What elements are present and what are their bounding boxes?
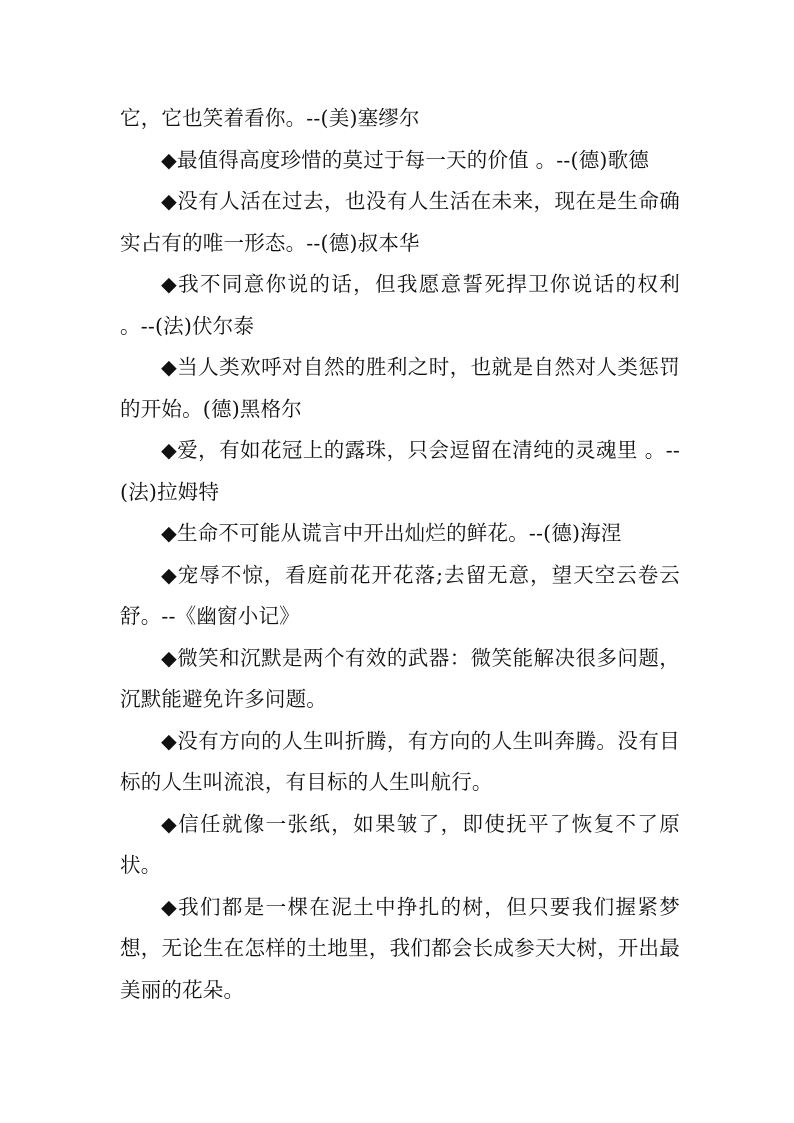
quote-paragraph: ◆我不同意你说的话，但我愿意誓死捍卫你说话的权利 。--(法)伏尔泰	[120, 272, 680, 338]
quote-paragraph: ◆我们都是一棵在泥土中挣扎的树，但只要我们握紧梦想，无论生在怎样的土地里，我们都会长成参天大树，开出最美丽的花朵。	[120, 894, 680, 1002]
quote-paragraph: ◆没有方向的人生叫折腾，有方向的人生叫奔腾。没有目标的人生叫流浪，有目标的人生叫航行。	[120, 728, 680, 794]
quote-paragraph: ◆最值得高度珍惜的莫过于每一天的价值 。--(德)歌德	[161, 147, 650, 172]
paragraph-continuation: 它，它也笑着看你。--(美)塞缪尔	[120, 106, 420, 130]
quote-paragraph: ◆信任就像一张纸，如果皱了，即使抚平了恢复不了原状。	[120, 811, 680, 877]
quote-paragraph: ◆没有人活在过去，也没有人生活在未来，现在是生命确实占有的唯一形态。--(德)叔本华	[120, 189, 680, 255]
quote-paragraph: ◆生命不可能从谎言中开出灿烂的鲜花。--(德)海涅	[161, 521, 622, 545]
quote-paragraph: ◆微笑和沉默是两个有效的武器：微笑能解决很多问题，沉默能避免许多问题。	[120, 645, 680, 711]
document-body	[120, 98, 680, 1011]
quote-paragraph: ◆当人类欢呼对自然的胜利之时，也就是自然对人类惩罚的开始。(德)黑格尔	[120, 355, 680, 421]
quote-paragraph: ◆宠辱不惊，看庭前花开花落;去留无意，望天空云卷云舒。--《幽窗小记》	[120, 562, 680, 628]
quote-paragraph: ◆爱，有如花冠上的露珠，只会逗留在清纯的灵魂里 。--(法)拉姆特	[120, 438, 680, 504]
